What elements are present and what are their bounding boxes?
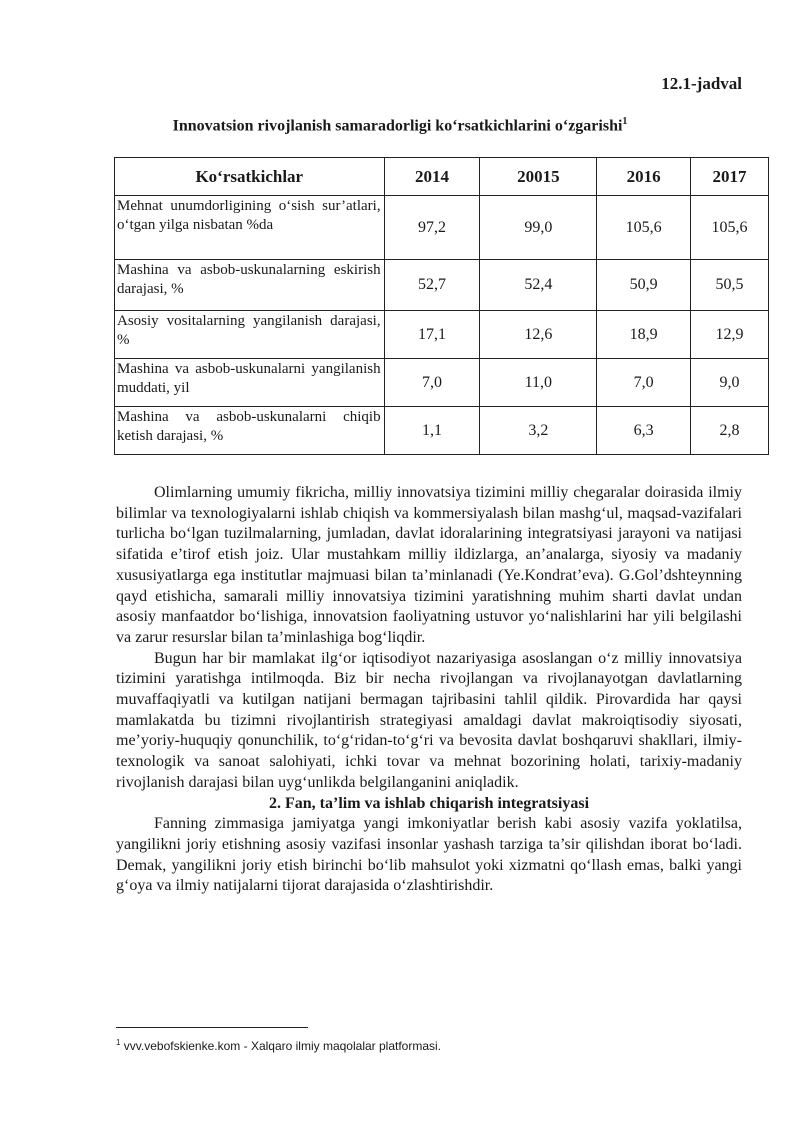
cell-value: 12,9 [691, 311, 769, 359]
paragraph: Fanning zimmasiga jamiyatga yangi imkoniyatlar berish kabi asosiy vazifa yoklatilsa, yangilikni joriy etishning asosiy vazifasi insonlar yashash tarziga ta’sir qilishdan iborat bo‘ladi. Demak, yangilikni joriy etish birinchi bo‘lib mahsulot yoki xizmatni qo‘llash emas, balki yangi g‘oya va ilmiy natijalarni tijorat darajasida o‘zlashtirishdir. [116, 815, 742, 895]
cell-value: 9,0 [691, 359, 769, 407]
footnote-divider [116, 1027, 308, 1028]
cell-value: 52,4 [480, 260, 597, 311]
paragraph: Olimlarning umumiy fikricha, milliy innovatsiya tizimini milliy chegaralar doirasida ilmiy bilimlar va texnologiyalarni ishlab chiqish va kommersiyalash bilan mashg‘ul, maqsad-vazifalari turlicha bo‘lgan tuzilmalarning, jumladan, davlat idoralarining integratsiyasi jarayoni va natijasi sifatida e’tirof etish joiz. Ular mustahkam milliy ildizlarga, an’analarga, siyosiy va madaniy xususiyatlarga ega institutlar majmuasi bilan ta’minlanadi (Ye.Kondrat’eva). G.Gol’dshteynning qayd etishicha, samarali milliy innovatsiya tizimini yaratishning muhim sharti davlat undan asosiy manfaatdor bo‘lishiga, innovatsion faoliyatning ustuvor yo‘nalishlarini har yili belgilashi va zarur resurslar bilan ta’minlashiga bog‘liqdir. [116, 484, 742, 646]
table-row [115, 260, 769, 311]
row-label: Mashina va asbob-uskunalarning eskirish darajasi, % [115, 260, 385, 311]
indicators-table [114, 157, 769, 455]
cell-value: 1,1 [384, 407, 480, 455]
header-indicators: Ko‘rsatkichlar [115, 158, 385, 196]
cell-value: 50,5 [691, 260, 769, 311]
cell-value: 7,0 [384, 359, 480, 407]
cell-value: 12,6 [480, 311, 597, 359]
table-row [115, 311, 769, 359]
footnote [116, 1038, 441, 1053]
table-title [0, 116, 800, 135]
row-label: Mehnat unumdorligining o‘sish sur’atlari, o‘tgan yilga nisbatan %da [115, 196, 385, 260]
cell-value: 50,9 [597, 260, 691, 311]
row-label: Asosiy vositalarning yangilanish darajasi, % [115, 311, 385, 359]
cell-value: 17,1 [384, 311, 480, 359]
table-row [115, 359, 769, 407]
table-row [115, 196, 769, 260]
cell-value: 7,0 [597, 359, 691, 407]
cell-value: 11,0 [480, 359, 597, 407]
cell-value: 6,3 [597, 407, 691, 455]
paragraph: Bugun har bir mamlakat ilg‘or iqtisodiyot nazariyasiga asoslangan o‘z milliy innovatsiya tizimini yaratishga intilmoqda. Biz bir necha rivojlangan va rivojlanayotgan davlatlarning muvaffaqiyatli va kutilgan natijani bermagan tajribasini tahlil qildik. Pirovardida har qaysi mamlakatda bu tizimni rivojlantirish strategiyasi amaldagi davlat makroiqtisodiy siyosati, me’yoriy-huquqiy qonunchilik, to‘g‘ridan-to‘g‘ri va bevosita davlat boshqaruvi shakllari, ilmiy-texnologik va sanoat salohiyati, ichki tovar va mehnat bozorining holati, tarixiy-madaniy rivojlanish darajasi bilan uyg‘unlikda belgilanganini aniqladik. [116, 649, 742, 791]
cell-value: 105,6 [691, 196, 769, 260]
cell-value: 99,0 [480, 196, 597, 260]
cell-value: 2,8 [691, 407, 769, 455]
header-year-2017: 2017 [691, 158, 769, 196]
table-label: 12.1-jadval [661, 74, 742, 93]
table-header-row [115, 158, 769, 196]
header-year-2015: 20015 [480, 158, 597, 196]
cell-value: 3,2 [480, 407, 597, 455]
table-title-text: Innovatsion rivojlanish samaradorligi ko‘rsatkichlarini o‘zgarishi [172, 117, 623, 135]
cell-value: 105,6 [597, 196, 691, 260]
cell-value: 97,2 [384, 196, 480, 260]
body-text [116, 483, 742, 897]
cell-value: 18,9 [597, 311, 691, 359]
footnote-reference: 1 [622, 116, 628, 127]
footnote-text: vvv.vebofskienke.kom - Xalqaro ilmiy maqolalar platformasi. [120, 1039, 442, 1053]
row-label: Mashina va asbob-uskunalarni chiqib ketish darajasi, % [115, 407, 385, 455]
row-label: Mashina va asbob-uskunalarni yangilanish muddati, yil [115, 359, 385, 407]
section-heading: 2. Fan, ta’lim va ishlab chiqarish integratsiyasi [268, 794, 590, 812]
footnote-marker: 1 [116, 1038, 121, 1047]
cell-value: 52,7 [384, 260, 480, 311]
header-year-2014: 2014 [384, 158, 480, 196]
table-row [115, 407, 769, 455]
header-year-2016: 2016 [597, 158, 691, 196]
